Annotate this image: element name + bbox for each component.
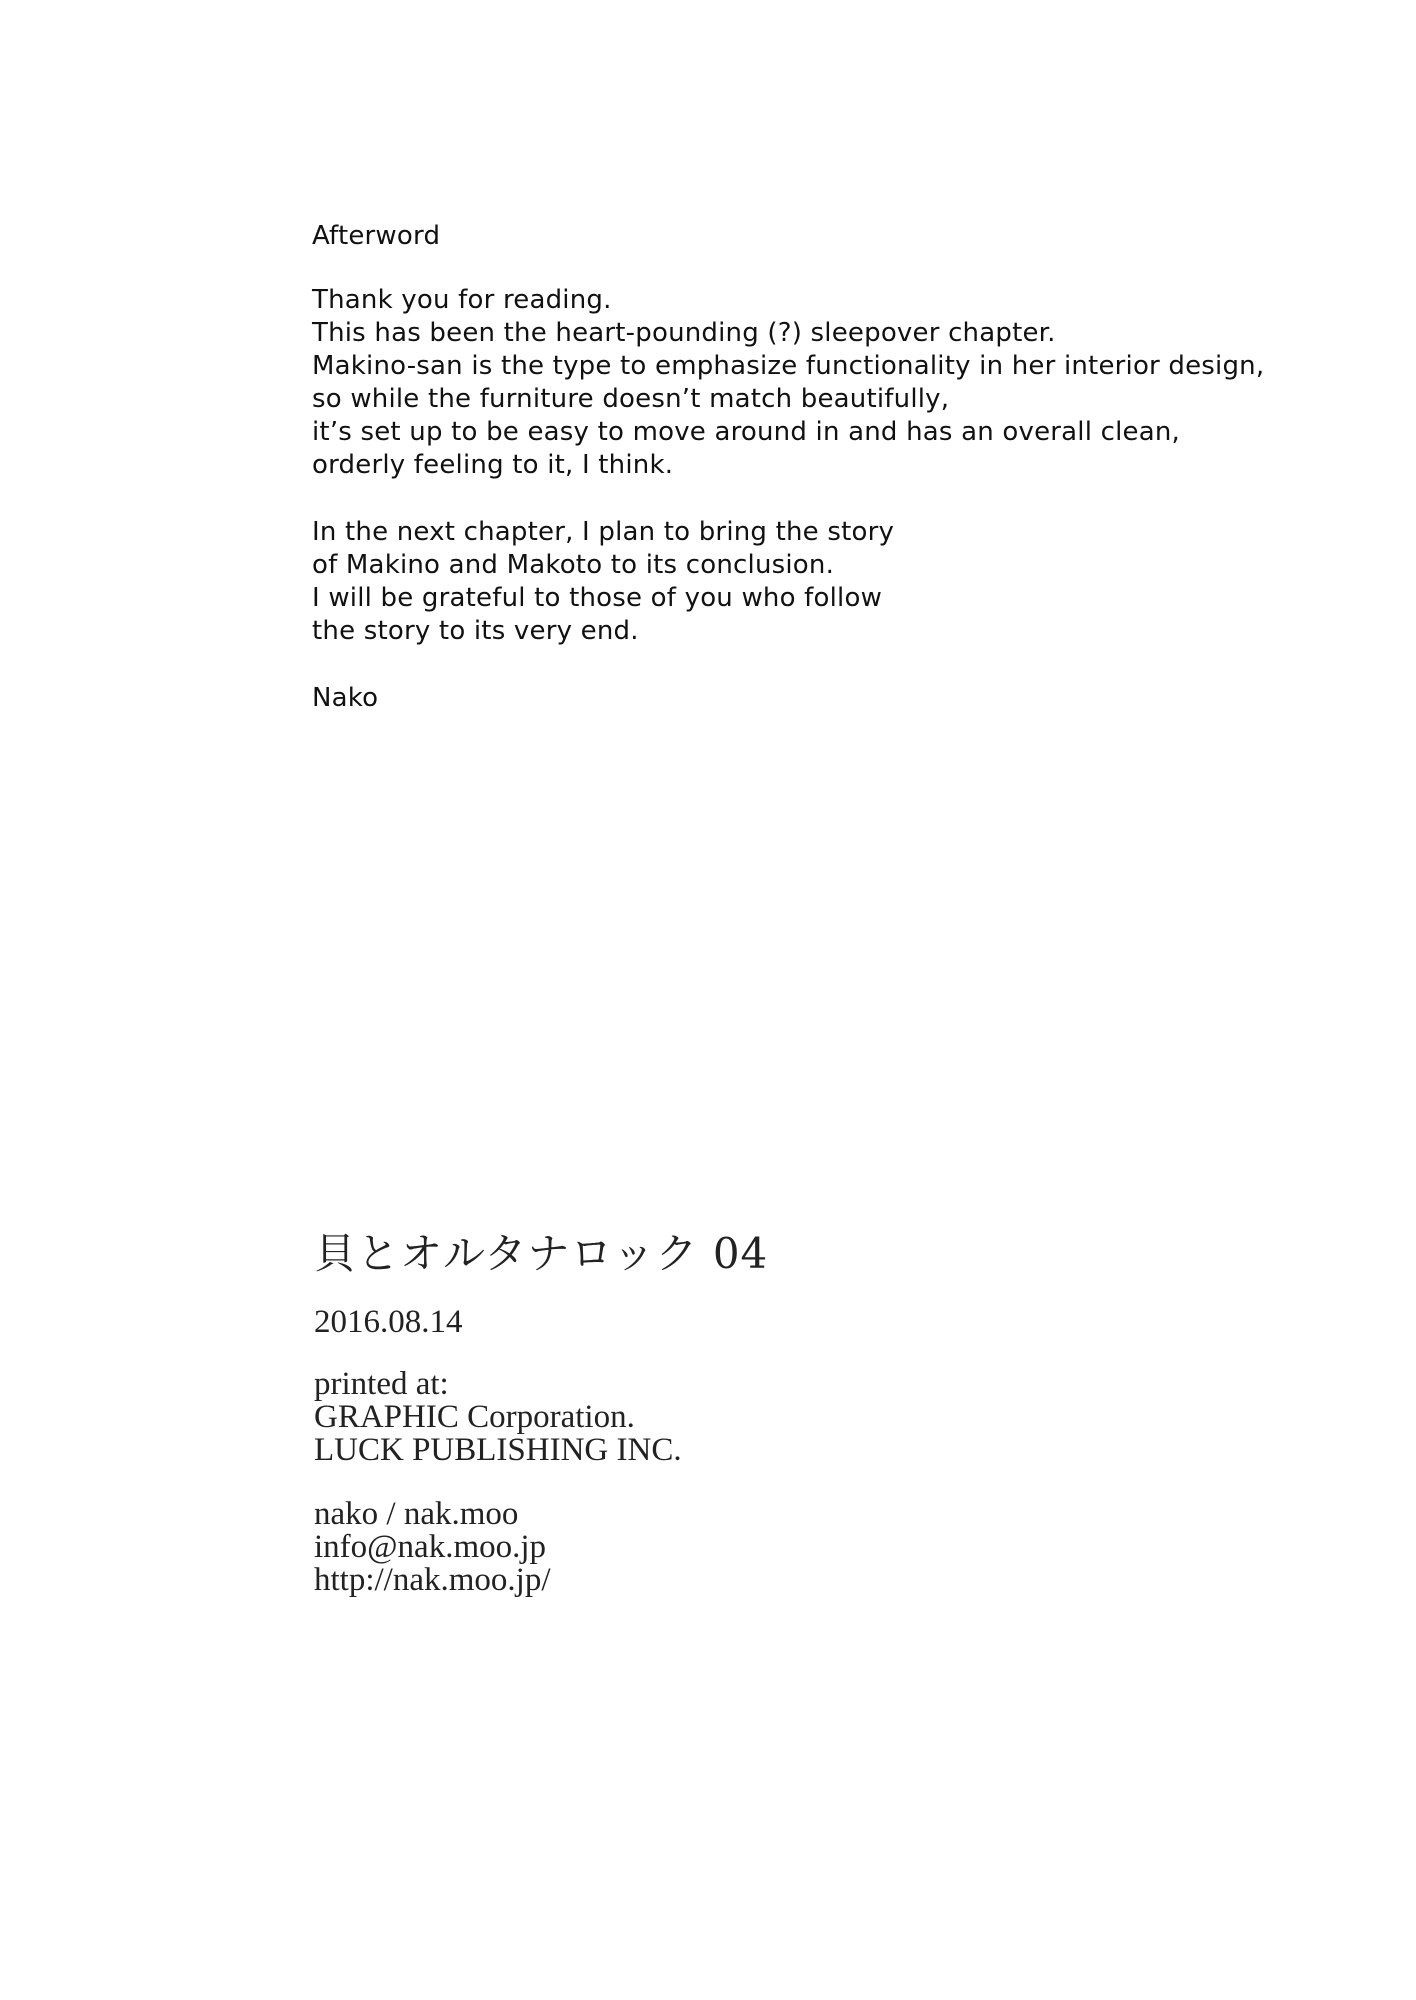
afterword-paragraph-1 [312, 284, 1312, 482]
afterword-heading: Afterword [312, 221, 441, 251]
afterword-line: orderly feeling to it, I think. [312, 450, 674, 480]
afterword-section [312, 220, 1312, 715]
afterword-line: so while the furniture doesn’t match beautifully, [312, 384, 950, 414]
afterword-signature: Nako [312, 683, 379, 713]
contact-email: info@nak.moo.jp [314, 1529, 547, 1565]
afterword-line: In the next chapter, I plan to bring the story [312, 517, 895, 547]
author-name: nako / nak.moo [314, 1496, 519, 1532]
afterword-line: Makino-san is the type to emphasize functionality in her interior design, [312, 351, 1265, 381]
printer-name: LUCK PUBLISHING INC. [314, 1432, 682, 1468]
printer-info [314, 1368, 1214, 1467]
afterword-line: it’s set up to be easy to move around in and has an overall clean, [312, 417, 1180, 447]
book-title: 貝とオルタナロック 04 [314, 1229, 769, 1278]
publication-date: 2016.08.14 [314, 1304, 463, 1340]
afterword-line: Thank you for reading. [312, 285, 612, 315]
afterword-paragraph-2 [312, 516, 1312, 648]
afterword-line: the story to its very end. [312, 616, 639, 646]
website-url: http://nak.moo.jp/ [314, 1562, 551, 1598]
printer-label: printed at: [314, 1366, 449, 1402]
contact-info [314, 1498, 1214, 1597]
colophon-section [314, 1226, 1214, 1628]
afterword-line: I will be grateful to those of you who follow [312, 583, 883, 613]
afterword-line: This has been the heart-pounding (?) sleepover chapter. [312, 318, 1056, 348]
printer-name: GRAPHIC Corporation. [314, 1399, 635, 1435]
afterword-line: of Makino and Makoto to its conclusion. [312, 550, 835, 580]
